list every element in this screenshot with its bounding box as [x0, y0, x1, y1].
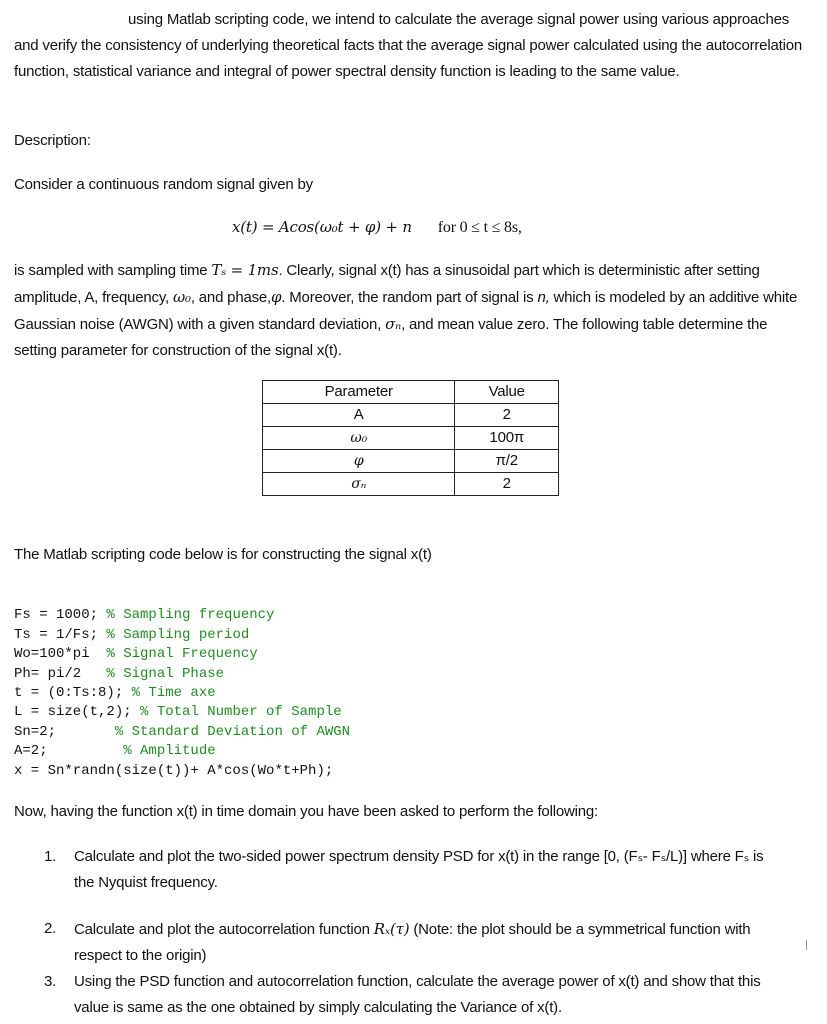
code: Sn=2; — [14, 723, 115, 740]
value-cell: 2 — [455, 404, 559, 427]
parameter-table — [262, 380, 559, 496]
signal-description-paragraph — [14, 257, 814, 364]
phi-math: φ — [271, 288, 282, 306]
code: A=2; — [14, 743, 124, 760]
code-line — [14, 606, 350, 625]
header-parameter: Parameter — [263, 381, 455, 404]
ts-math: Tₛ = 1ms — [211, 261, 279, 279]
code: x = Sn*randn(size(t))+ A*cos(Wo*t+Ph); — [14, 762, 334, 779]
comment: % Total Number of Sample — [140, 704, 342, 721]
description-label: Description: — [14, 132, 91, 149]
table-row — [263, 473, 559, 496]
code: t = (0:Ts:8); — [14, 685, 132, 702]
code: Wo=100*pi — [14, 646, 107, 663]
param-cell: A — [263, 404, 455, 427]
code: Fs = 1000; — [14, 607, 107, 624]
n-italic: n, — [537, 289, 550, 306]
header-value: Value — [455, 381, 559, 404]
task-intro: Now, having the function x(t) in time domain you have been asked to perform the following: — [14, 803, 598, 820]
comment: % Standard Deviation of AWGN — [114, 723, 351, 740]
text: Calculate and plot the autocorrelation function — [74, 921, 374, 938]
text-cursor-mark — [806, 940, 807, 950]
consider-text: Consider a continuous random signal given by — [14, 176, 313, 193]
text: which is modeled by an additive white Gaussian noise (AWGN) with a given standard deviation, — [14, 289, 798, 333]
text: , and mean value zero. The following table determine the setting parameter for construction of the signal x(t). — [14, 316, 768, 359]
comment: % Amplitude — [123, 743, 216, 760]
code: L = size(t,2); — [14, 704, 141, 721]
code-line — [14, 645, 350, 664]
task-item-1 — [44, 844, 784, 896]
intro-paragraph: using Matlab scripting code, we intend to calculate the average signal power using various approaches and verify the consistency of underlying theoretical facts that the average signal power calculated using the autocorrelation function, statistical variance and integral of power spectral density function is leading to the same value. — [14, 11, 802, 80]
param-cell: ω₀ — [263, 427, 455, 450]
task-number: 2. — [44, 920, 57, 937]
param-cell: φ — [263, 450, 455, 473]
task-number: 3. — [44, 973, 57, 990]
task-text: Using the PSD function and autocorrelation function, calculate the average power of x(t) and show that this value is same as the one obtained by simply calculating the Variance of x(t). — [74, 973, 761, 1016]
sigma-math: σₙ — [385, 315, 402, 333]
code: Ph= pi/2 — [14, 665, 107, 682]
code-intro: The Matlab scripting code below is for constructing the signal x(t) — [14, 546, 432, 563]
value-cell: 100π — [455, 427, 559, 450]
comment: % Sampling period — [106, 626, 250, 643]
param-cell: σₙ — [263, 473, 455, 496]
code-line — [14, 626, 350, 645]
w0-math: ω₀ — [172, 288, 191, 306]
comment: % Time axe — [131, 685, 216, 702]
task-item-3 — [44, 969, 784, 1021]
comment: % Signal Phase — [106, 665, 225, 682]
text: (Note: the plot should be a symmetrical function with respect to the origin) — [74, 921, 751, 964]
task-text: Calculate and plot the two-sided power spectrum density PSD for x(t) in the range [0, (Fₛ- Fₛ/L)] where Fₛ is the Nyquist frequency. — [74, 848, 764, 891]
code-line — [14, 703, 350, 722]
value-cell: π/2 — [455, 450, 559, 473]
code: Ts = 1/Fs; — [14, 626, 107, 643]
table-row — [263, 427, 559, 450]
table-row — [263, 404, 559, 427]
code-line — [14, 665, 350, 684]
rx-math: Rₓ(τ) — [373, 920, 410, 938]
formula-expression: x(t) = Acos(ω₀t + φ) + n — [232, 218, 412, 236]
code-line — [14, 762, 350, 781]
text: . Moreover, the random part of signal is — [281, 289, 538, 306]
code-line — [14, 684, 350, 703]
text: is sampled with sampling time — [14, 262, 212, 279]
comment: % Sampling frequency — [106, 607, 275, 624]
task-text — [74, 916, 784, 969]
code-line — [14, 723, 350, 742]
code-line — [14, 742, 350, 761]
table-header-row — [263, 381, 559, 404]
comment: % Signal Frequency — [106, 646, 258, 663]
signal-formula — [232, 214, 522, 241]
text: , and phase, — [190, 289, 272, 306]
task-number: 1. — [44, 848, 57, 865]
matlab-code-block — [14, 587, 350, 800]
text: . Clearly, signal x(t) has a sinusoidal part which is deterministic after setting amplitude, A, frequency, — [14, 262, 760, 306]
formula-condition: for 0 ≤ t ≤ 8s, — [437, 219, 522, 236]
table-row — [263, 450, 559, 473]
value-cell: 2 — [455, 473, 559, 496]
task-item-2 — [44, 916, 784, 969]
